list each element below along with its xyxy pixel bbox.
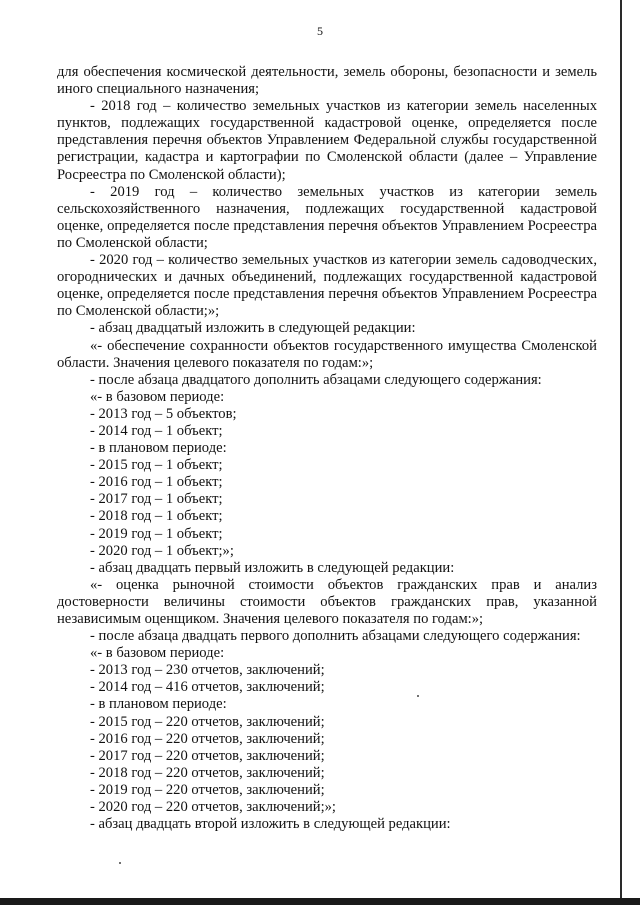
paragraph: - 2019 год – количество земельных участков из категории земель сельскохозяйственного назначения, подлежащих государственной кадастровой оценке, определяется после представления перечня объектов Управлением Росреестра по Смоленской области; [57,183,597,251]
paragraph: - абзац двадцатый изложить в следующей редакции: [90,320,416,337]
paragraph: для обеспечения космической деятельности, земель обороны, безопасности и земель иного специального назначения; [57,64,597,98]
scan-bottom-bar [0,898,640,905]
list-item: - 2014 год – 1 объект; [90,422,223,439]
scan-speck [417,695,419,697]
paragraph: - 2020 год – количество земельных участков из категории земель садоводческих, огороднических и дачных объединений, подлежащих государственной кадастровой оценке, определяется после представления перечня объектов Управлением Росреестра по Смоленской области;»; [57,252,597,320]
scan-speck [119,862,121,864]
list-item: - 2015 год – 220 отчетов, заключений; [90,713,325,730]
list-item: - 2020 год – 220 отчетов, заключений;»; [90,799,336,816]
list-item: «- в базовом периоде: [90,645,225,662]
list-item: «- в базовом периоде: [90,388,225,405]
list-item: - 2016 год – 220 отчетов, заключений; [90,730,325,747]
list-item: - 2017 год – 220 отчетов, заключений; [90,747,325,764]
paragraph: - абзац двадцать второй изложить в следующей редакции: [90,816,451,833]
list-item: - 2014 год – 416 отчетов, заключений; [90,679,325,696]
list-item: - 2015 год – 1 объект; [90,457,223,474]
list-item: - 2019 год – 220 отчетов, заключений; [90,781,325,798]
paragraph: - после абзаца двадцать первого дополнить абзацами следующего содержания: [90,628,581,645]
list-item: - 2013 год – 230 отчетов, заключений; [90,662,325,679]
list-item: - 2018 год – 220 отчетов, заключений; [90,764,325,781]
paragraph: - абзац двадцать первый изложить в следующей редакции: [90,559,455,576]
document-body [57,64,597,833]
list-item: - 2019 год – 1 объект; [90,525,223,542]
list-item: - 2013 год – 5 объектов; [90,405,237,422]
list-item: - 2016 год – 1 объект; [90,474,223,491]
paragraph: - после абзаца двадцатого дополнить абзацами следующего содержания: [90,371,542,388]
paragraph: «- обеспечение сохранности объектов государственного имущества Смоленской области. Значения целевого показателя по годам:»; [57,337,597,371]
page-number: 5 [317,24,323,38]
scan-edge-line [620,0,622,905]
list-item: - 2017 год – 1 объект; [90,491,223,508]
list-item: - 2020 год – 1 объект;»; [90,542,234,559]
paragraph: «- оценка рыночной стоимости объектов гражданских прав и анализ достоверности величины стоимости объектов гражданских прав, указанной независимым оценщиком. Значения целевого показателя по годам:»; [57,576,597,627]
list-item: - 2018 год – 1 объект; [90,508,223,525]
paragraph: - 2018 год – количество земельных участков из категории земель населенных пунктов, подлежащих государственной кадастровой оценке, определяется после представления перечня объектов Управлением Федеральной службы государственной регистрации, кадастра и картографии по Смоленской области (далее – Управление Росреестра по Смоленской области); [57,98,597,183]
list-item: - в плановом периоде: [90,696,227,713]
list-item: - в плановом периоде: [90,440,227,457]
